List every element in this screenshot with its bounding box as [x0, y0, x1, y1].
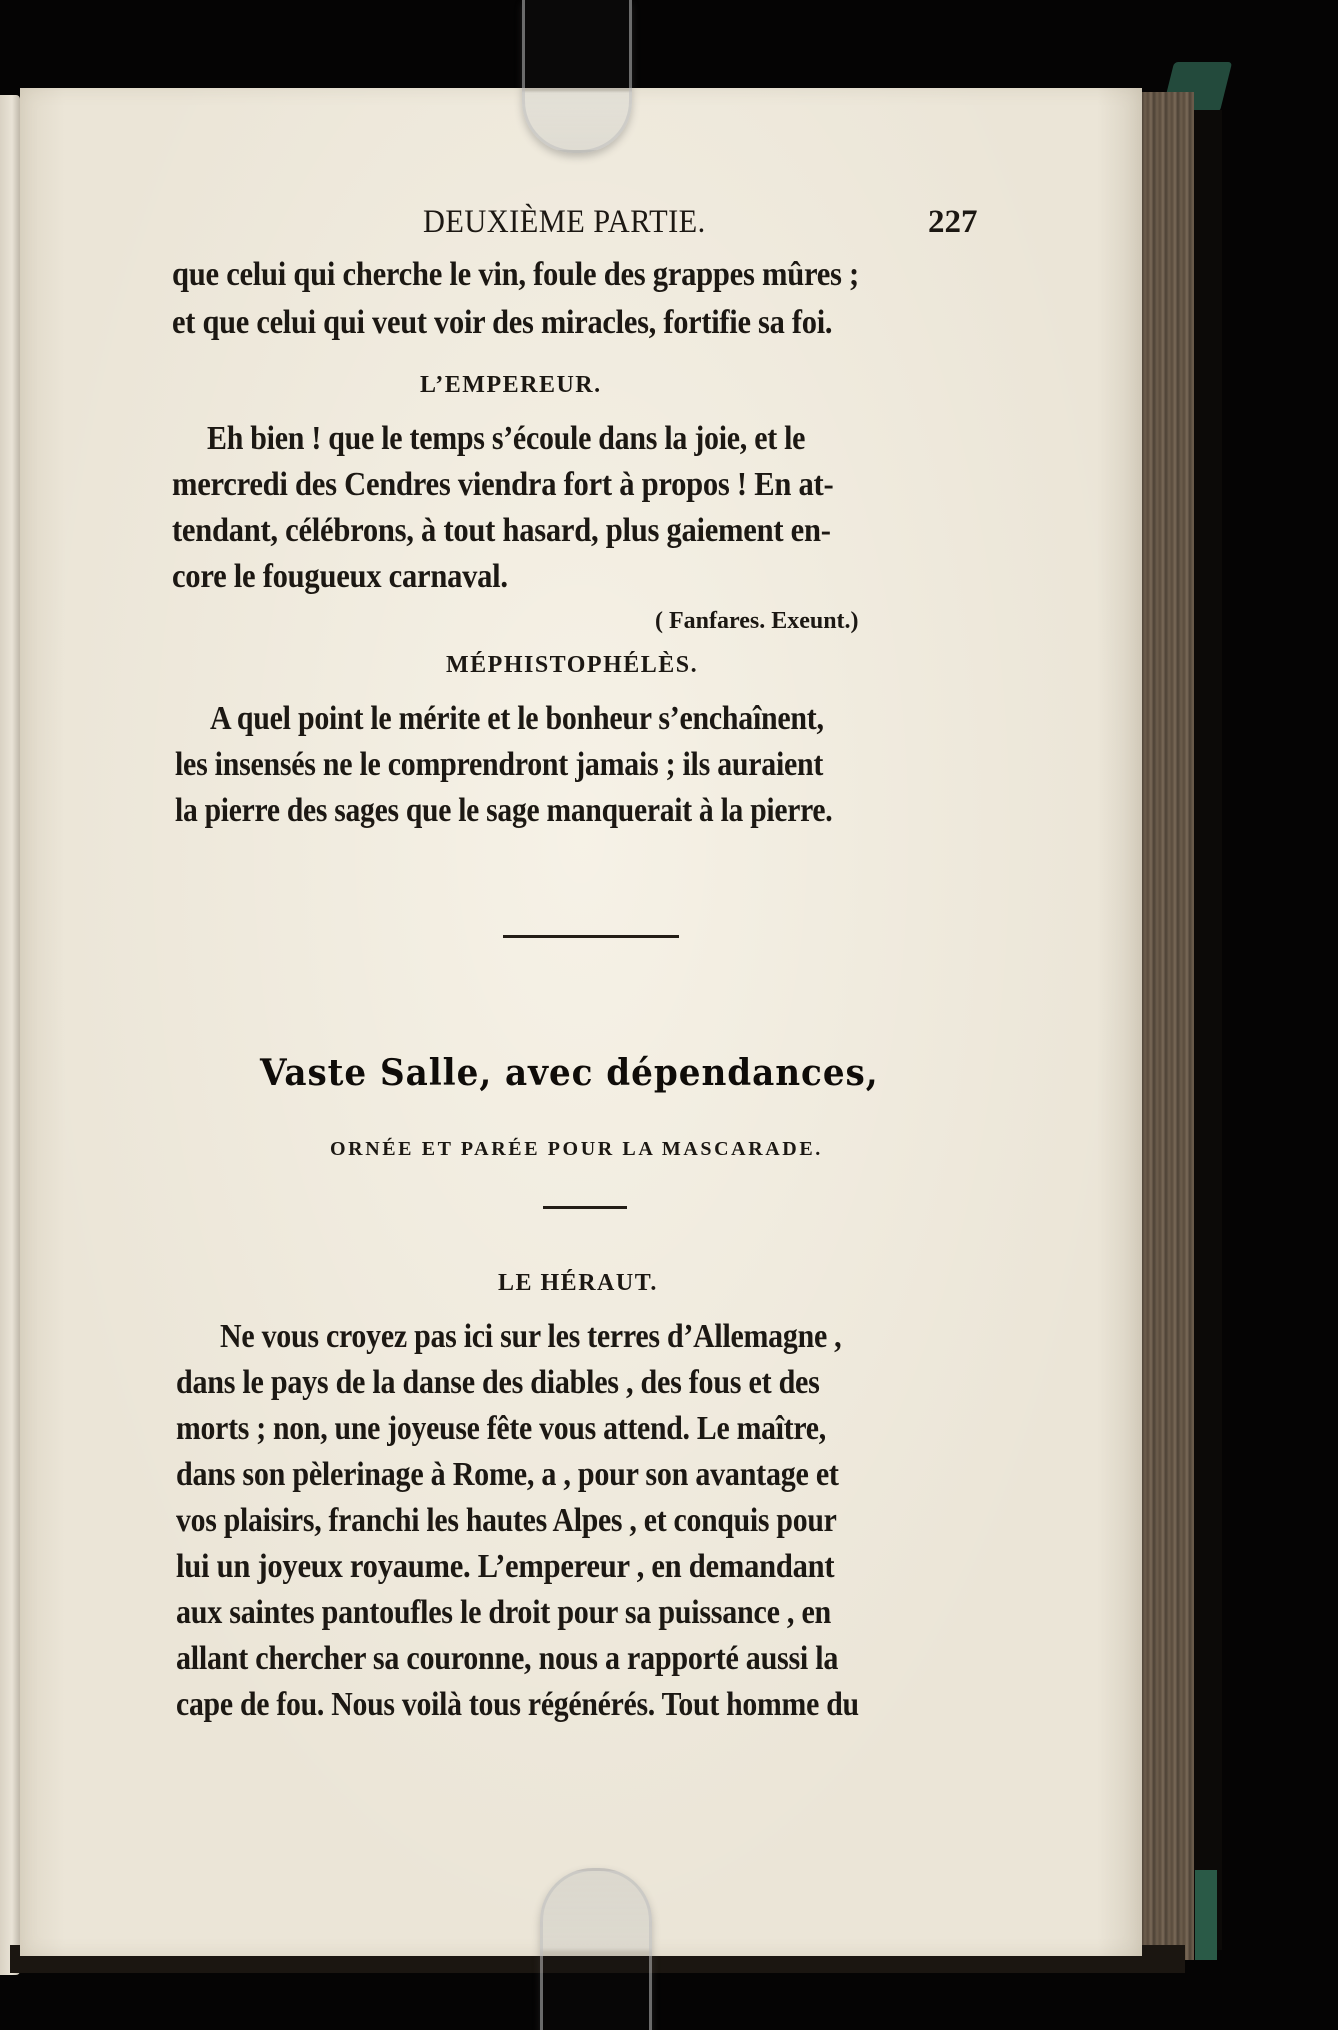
speaker-emperor: L’EMPEREUR. [420, 372, 602, 398]
speaker-herald: LE HÉRAUT. [498, 1270, 658, 1296]
scene-title: Vaste Salle, avec dépendances, [260, 1052, 879, 1094]
text-line: les insensés ne le comprendront jamais ; ils auraient [175, 746, 824, 783]
text-line: vos plaisirs, franchi les hautes Alpes , et conquis pour [176, 1502, 837, 1539]
book-cover-right [1192, 110, 1222, 1950]
text-line: que celui qui cherche le vin, foule des grappes mûres ; [172, 256, 859, 293]
section-divider [503, 935, 679, 938]
text-line: Eh bien ! que le temps s’écoule dans la joie, et le [207, 420, 806, 457]
text-line: cape de fou. Nous voilà tous régénérés. Tout homme du [176, 1686, 859, 1723]
book-cover-corner-bottom [1195, 1870, 1217, 1960]
text-line: core le fougueux carnaval. [172, 558, 508, 595]
running-head: DEUXIÈME PARTIE. [423, 204, 706, 240]
text-line: dans son pèlerinage à Rome, a , pour son avantage et [176, 1456, 839, 1493]
glass-clip-top [522, 0, 632, 153]
page-number: 227 [928, 204, 978, 240]
scene-subtitle: ORNÉE ET PARÉE POUR LA MASCARADE. [330, 1138, 823, 1160]
text-line: et que celui qui veut voir des miracles, fortifie sa foi. [172, 304, 833, 341]
text-line: mercredi des Cendres viendra fort à propos ! En at- [172, 466, 834, 503]
scene-divider [543, 1206, 627, 1209]
text-line: lui un joyeux royaume. L’empereur , en demandant [176, 1548, 835, 1585]
text-line: dans le pays de la danse des diables , des fous et des [176, 1364, 820, 1401]
text-line: tendant, célébrons, à tout hasard, plus gaiement en- [172, 512, 831, 549]
text-line: la pierre des sages que le sage manquerait à la pierre. [175, 792, 833, 829]
left-page-edge [0, 95, 20, 1975]
speaker-mephistopheles: MÉPHISTOPHÉLÈS. [446, 652, 699, 678]
glass-clip-bottom [540, 1868, 652, 2030]
text-line: Ne vous croyez pas ici sur les terres d’Allemagne , [220, 1318, 842, 1355]
text-line: aux saintes pantoufles le droit pour sa puissance , en [176, 1594, 832, 1631]
page-edges-stack [1140, 92, 1194, 1960]
text-line: A quel point le mérite et le bonheur s’enchaînent, [210, 700, 824, 737]
stage-direction: ( Fanfares. Exeunt.) [655, 608, 859, 634]
text-line: allant chercher sa couronne, nous a rapporté aussi la [176, 1640, 839, 1677]
text-line: morts ; non, une joyeuse fête vous attend. Le maître, [176, 1410, 826, 1447]
